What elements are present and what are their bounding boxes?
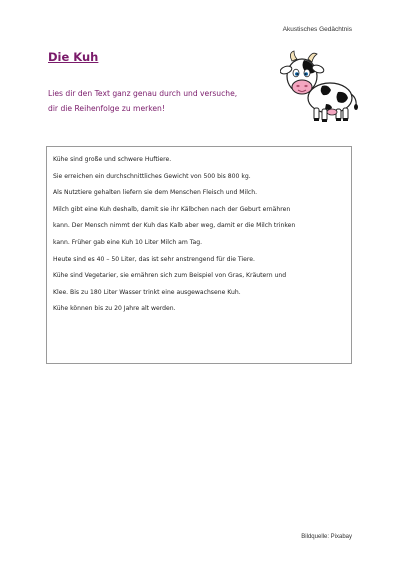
instruction-line: dir die Reihenfolge zu merken! [48,104,165,113]
instruction-line: Lies dir den Text ganz genau durch und versuche, [48,89,238,98]
text-line: Heute sind es 40 – 50 Liter, das ist sehr anstrengend für die Tiere. [53,255,255,263]
text-line: kann. Der Mensch nimmt der Kuh das Kalb aber weg, damit er die Milch trinken [53,222,296,230]
image-credit: Bildquelle: Pixabay [301,534,352,540]
text-box [46,146,352,364]
text-line: Klee. Bis zu 180 Liter Wasser trinkt eine ausgewachsene Kuh. [53,288,241,296]
text-line: Milch gibt eine Kuh deshalb, damit sie ihr Kälbchen nach der Geburt ernähren [53,205,291,213]
text-line: Kühe sind große und schwere Huftiere. [53,156,172,163]
text-line: Kühe können bis zu 20 Jahre alt werden. [53,305,176,313]
text-line: kann. Früher gab eine Kuh 10 Liter Milch am Tag. [53,238,203,246]
page-title: Die Kuh [48,50,99,64]
instruction-text [48,86,278,116]
text-line: Als Nutztiere gehalten liefern sie dem Menschen Fleisch und Milch. [53,189,258,197]
cow-icon [280,46,360,126]
text-line: Kühe sind Vegetarier, sie ernähren sich zum Beispiel von Gras, Kräutern und [53,272,287,280]
header-label: Akustisches Gedächtnis [282,26,352,33]
text-line: Sie erreichen ein durchschnittliches Gewicht von 500 bis 800 kg. [53,172,251,180]
